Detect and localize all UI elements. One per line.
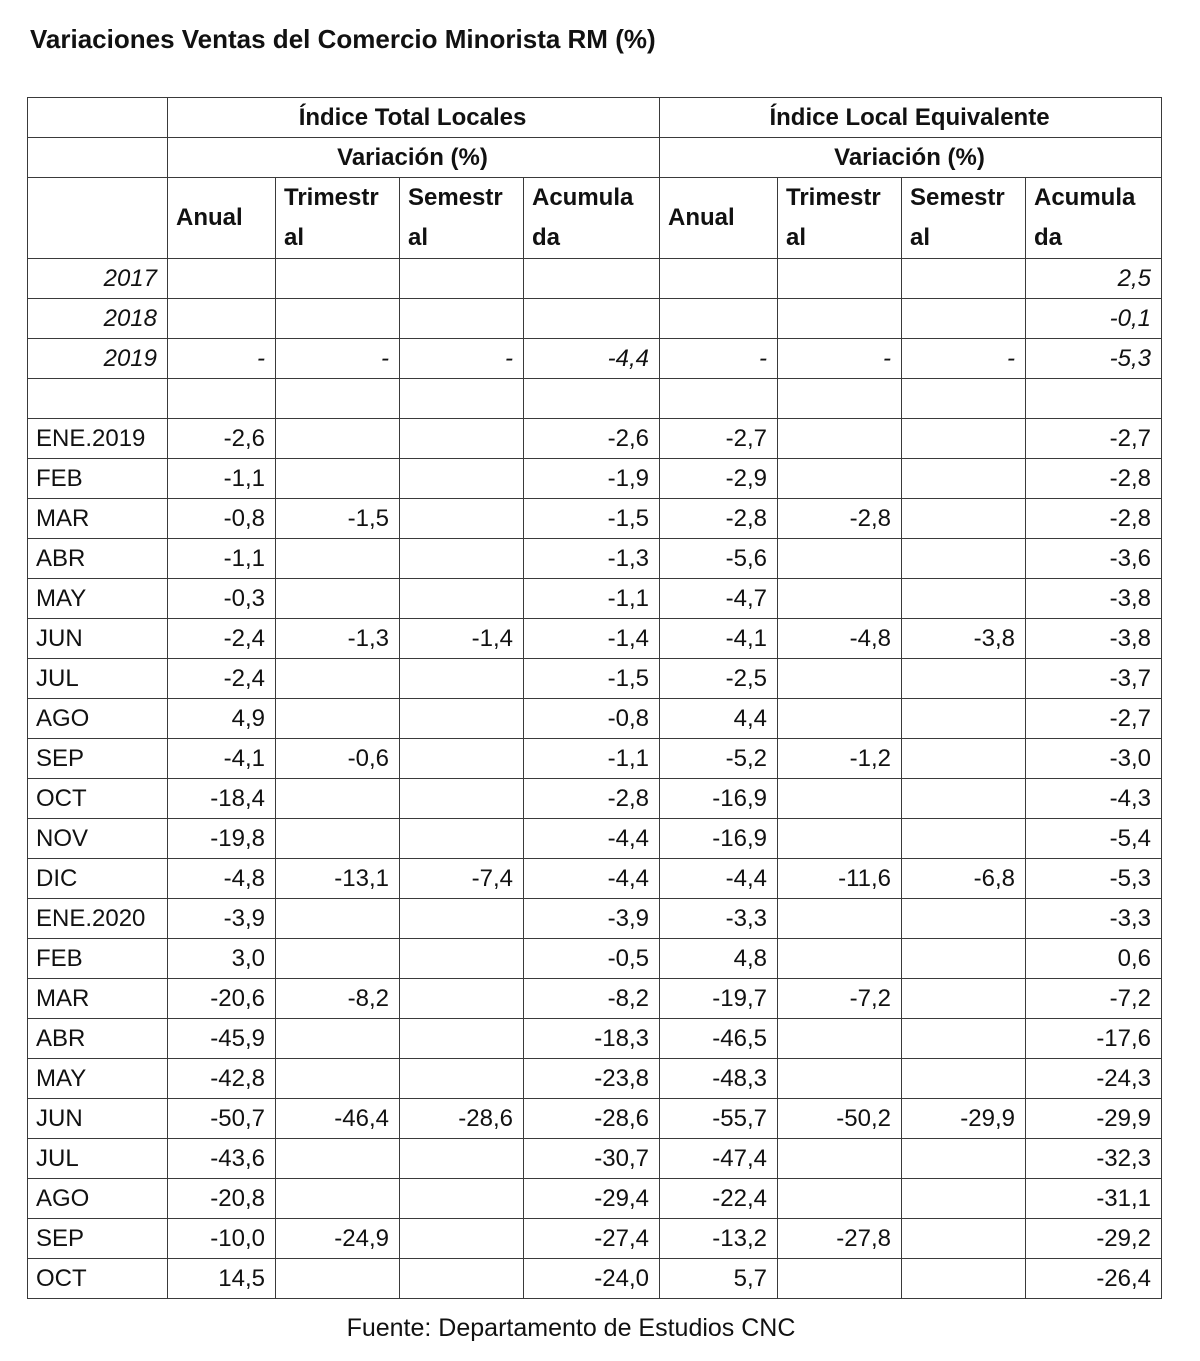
data-cell: [400, 1059, 524, 1099]
data-cell: [778, 299, 902, 339]
data-cell: -31,1: [1026, 1179, 1162, 1219]
data-cell: [902, 979, 1026, 1019]
data-cell: -0,3: [168, 579, 276, 619]
data-cell: -13,1: [276, 859, 400, 899]
data-cell: -3,3: [660, 899, 778, 939]
data-cell: -8,2: [524, 979, 660, 1019]
data-cell: -2,7: [1026, 699, 1162, 739]
row-label: MAR: [28, 499, 168, 539]
month-row: [28, 1219, 1162, 1259]
data-cell: [902, 659, 1026, 699]
data-cell: [276, 939, 400, 979]
data-cell: -16,9: [660, 819, 778, 859]
row-label: MAY: [28, 1059, 168, 1099]
data-cell: -3,6: [1026, 539, 1162, 579]
data-cell: [276, 1139, 400, 1179]
data-cell: -2,7: [660, 419, 778, 459]
data-cell: -11,6: [778, 859, 902, 899]
data-cell: -26,4: [1026, 1259, 1162, 1299]
data-cell: -7,2: [1026, 979, 1162, 1019]
data-cell: -55,7: [660, 1099, 778, 1139]
data-cell: [276, 419, 400, 459]
data-cell: [778, 659, 902, 699]
sales-variation-table: [27, 97, 1162, 1299]
data-cell: [902, 699, 1026, 739]
sub-header-row: [28, 138, 1162, 178]
data-cell: -29,9: [902, 1099, 1026, 1139]
data-cell: -48,3: [660, 1059, 778, 1099]
data-cell: -42,8: [168, 1059, 276, 1099]
data-cell: [400, 739, 524, 779]
data-cell: -6,8: [902, 859, 1026, 899]
data-cell: [400, 499, 524, 539]
data-cell: -4,4: [524, 339, 660, 379]
data-cell: -23,8: [524, 1059, 660, 1099]
data-cell: -19,7: [660, 979, 778, 1019]
table-title: Variaciones Ventas del Comercio Minorista RM (%): [30, 24, 656, 54]
data-cell: -2,9: [660, 459, 778, 499]
month-row: [28, 1179, 1162, 1219]
data-cell: 14,5: [168, 1259, 276, 1299]
data-cell: [902, 1059, 1026, 1099]
data-cell: [902, 379, 1026, 419]
data-cell: -4,8: [778, 619, 902, 659]
data-cell: [400, 379, 524, 419]
data-cell: -3,7: [1026, 659, 1162, 699]
column-header-line: Anual: [176, 204, 243, 231]
data-cell: -3,8: [1026, 619, 1162, 659]
data-cell: -2,8: [1026, 499, 1162, 539]
row-label: JUL: [28, 1139, 168, 1179]
data-cell: [400, 819, 524, 859]
data-cell: [168, 379, 276, 419]
month-row: [28, 579, 1162, 619]
data-cell: -3,8: [1026, 579, 1162, 619]
data-cell: [902, 539, 1026, 579]
data-cell: -3,3: [1026, 899, 1162, 939]
data-cell: [276, 579, 400, 619]
corner-cell: [28, 98, 168, 138]
data-cell: -: [778, 339, 902, 379]
data-cell: -20,6: [168, 979, 276, 1019]
spacer-row: [28, 379, 1162, 419]
data-cell: [778, 1139, 902, 1179]
data-cell: -16,9: [660, 779, 778, 819]
data-cell: [778, 1259, 902, 1299]
data-cell: -2,6: [524, 419, 660, 459]
data-cell: [524, 259, 660, 299]
data-cell: [902, 939, 1026, 979]
data-cell: [276, 779, 400, 819]
column-header-trimestral: [778, 178, 902, 259]
data-cell: -1,1: [168, 539, 276, 579]
data-cell: [778, 579, 902, 619]
month-row: [28, 979, 1162, 1019]
data-cell: -1,5: [524, 659, 660, 699]
month-row: [28, 1019, 1162, 1059]
row-label: MAY: [28, 579, 168, 619]
data-cell: -1,3: [524, 539, 660, 579]
data-cell: [778, 819, 902, 859]
data-cell: [400, 899, 524, 939]
data-cell: -1,1: [524, 579, 660, 619]
column-header-anual: [168, 178, 276, 259]
data-cell: -3,9: [524, 899, 660, 939]
data-cell: -47,4: [660, 1139, 778, 1179]
data-cell: -18,4: [168, 779, 276, 819]
data-cell: [276, 539, 400, 579]
data-cell: -1,4: [400, 619, 524, 659]
column-header-acumulada: [1026, 178, 1162, 259]
month-row: [28, 779, 1162, 819]
data-cell: [400, 1219, 524, 1259]
month-row: [28, 699, 1162, 739]
month-row: [28, 539, 1162, 579]
data-cell: -7,2: [778, 979, 902, 1019]
month-row: [28, 419, 1162, 459]
data-cell: -46,5: [660, 1019, 778, 1059]
data-cell: -4,1: [660, 619, 778, 659]
data-cell: 4,4: [660, 699, 778, 739]
data-cell: -5,4: [1026, 819, 1162, 859]
data-cell: -29,2: [1026, 1219, 1162, 1259]
data-cell: -27,8: [778, 1219, 902, 1259]
data-cell: [400, 659, 524, 699]
data-cell: [902, 1259, 1026, 1299]
data-cell: -0,6: [276, 739, 400, 779]
sub-header-local-equivalente: Variación (%): [660, 138, 1162, 178]
row-label: MAR: [28, 979, 168, 1019]
data-cell: [778, 899, 902, 939]
data-cell: -29,9: [1026, 1099, 1162, 1139]
data-cell: -2,4: [168, 619, 276, 659]
column-header-trimestral: [276, 178, 400, 259]
data-cell: [778, 459, 902, 499]
data-cell: -46,4: [276, 1099, 400, 1139]
year-row: [28, 259, 1162, 299]
column-header-line: Anual: [668, 204, 735, 231]
data-cell: [902, 259, 1026, 299]
data-cell: [400, 459, 524, 499]
data-cell: -5,6: [660, 539, 778, 579]
data-cell: [276, 1019, 400, 1059]
column-header-semestral: [400, 178, 524, 259]
data-cell: -4,4: [524, 819, 660, 859]
data-cell: [902, 299, 1026, 339]
data-cell: -32,3: [1026, 1139, 1162, 1179]
data-cell: [778, 259, 902, 299]
data-cell: 3,0: [168, 939, 276, 979]
data-cell: [400, 579, 524, 619]
data-cell: -2,8: [524, 779, 660, 819]
data-cell: -24,3: [1026, 1059, 1162, 1099]
row-label: FEB: [28, 459, 168, 499]
data-cell: [902, 1019, 1026, 1059]
data-cell: -3,8: [902, 619, 1026, 659]
data-cell: [276, 819, 400, 859]
row-label: JUL: [28, 659, 168, 699]
data-cell: -0,8: [524, 699, 660, 739]
data-cell: -0,8: [168, 499, 276, 539]
data-cell: [778, 1019, 902, 1059]
data-cell: [400, 779, 524, 819]
data-cell: [778, 699, 902, 739]
data-cell: -2,8: [1026, 459, 1162, 499]
data-cell: [276, 1179, 400, 1219]
data-cell: -5,3: [1026, 859, 1162, 899]
data-cell: [400, 1179, 524, 1219]
row-label: [28, 379, 168, 419]
data-cell: [168, 299, 276, 339]
data-cell: [400, 1259, 524, 1299]
data-cell: -4,4: [660, 859, 778, 899]
row-label: ENE.2020: [28, 899, 168, 939]
data-cell: 4,9: [168, 699, 276, 739]
row-label: 2019: [28, 339, 168, 379]
data-cell: [276, 379, 400, 419]
data-cell: [902, 499, 1026, 539]
group-header-local-equivalente: Índice Local Equivalente: [660, 98, 1162, 138]
data-cell: [778, 1059, 902, 1099]
corner-cell: [28, 178, 168, 259]
data-cell: -3,0: [1026, 739, 1162, 779]
data-cell: [400, 259, 524, 299]
data-cell: 5,7: [660, 1259, 778, 1299]
column-header-line: al: [910, 224, 931, 251]
month-row: [28, 739, 1162, 779]
data-cell: -20,8: [168, 1179, 276, 1219]
data-cell: [902, 1139, 1026, 1179]
row-label: AGO: [28, 699, 168, 739]
data-cell: 4,8: [660, 939, 778, 979]
data-cell: [276, 659, 400, 699]
data-cell: -50,7: [168, 1099, 276, 1139]
data-cell: [400, 1019, 524, 1059]
data-cell: [524, 379, 660, 419]
data-cell: -24,0: [524, 1259, 660, 1299]
data-cell: -: [276, 339, 400, 379]
data-cell: -30,7: [524, 1139, 660, 1179]
data-cell: -7,4: [400, 859, 524, 899]
data-cell: -24,9: [276, 1219, 400, 1259]
data-cell: 2,5: [1026, 259, 1162, 299]
month-row: [28, 1259, 1162, 1299]
row-label: SEP: [28, 739, 168, 779]
data-cell: -2,6: [168, 419, 276, 459]
month-row: [28, 1139, 1162, 1179]
column-header-line: al: [786, 224, 807, 251]
data-cell: [276, 1059, 400, 1099]
data-cell: -: [168, 339, 276, 379]
data-cell: -22,4: [660, 1179, 778, 1219]
month-row: [28, 899, 1162, 939]
source-note: Fuente: Departamento de Estudios CNC: [346, 1314, 796, 1342]
month-row: [28, 459, 1162, 499]
data-cell: -2,7: [1026, 419, 1162, 459]
data-cell: -5,2: [660, 739, 778, 779]
column-header-row: [28, 178, 1162, 259]
data-cell: [660, 379, 778, 419]
data-cell: -1,9: [524, 459, 660, 499]
data-cell: [276, 459, 400, 499]
column-header-line: da: [532, 224, 561, 251]
row-label: JUN: [28, 619, 168, 659]
data-cell: -2,5: [660, 659, 778, 699]
month-row: [28, 659, 1162, 699]
column-header-anual: [660, 178, 778, 259]
row-label: JUN: [28, 1099, 168, 1139]
data-cell: [276, 1259, 400, 1299]
data-cell: -45,9: [168, 1019, 276, 1059]
data-cell: [400, 539, 524, 579]
data-cell: [400, 939, 524, 979]
data-cell: -: [902, 339, 1026, 379]
data-cell: [778, 1179, 902, 1219]
data-cell: [902, 419, 1026, 459]
data-cell: -29,4: [524, 1179, 660, 1219]
data-cell: -19,8: [168, 819, 276, 859]
data-cell: [902, 899, 1026, 939]
row-label: FEB: [28, 939, 168, 979]
data-cell: -10,0: [168, 1219, 276, 1259]
data-cell: [400, 419, 524, 459]
data-cell: -1,4: [524, 619, 660, 659]
month-row: [28, 859, 1162, 899]
data-cell: -27,4: [524, 1219, 660, 1259]
data-cell: -4,1: [168, 739, 276, 779]
column-header-line: da: [1034, 224, 1063, 251]
month-row: [28, 619, 1162, 659]
column-header-line: Trimestr: [284, 184, 379, 211]
data-cell: -1,5: [524, 499, 660, 539]
row-label: AGO: [28, 1179, 168, 1219]
year-row: [28, 339, 1162, 379]
data-cell: -2,8: [660, 499, 778, 539]
month-row: [28, 939, 1162, 979]
data-cell: -4,3: [1026, 779, 1162, 819]
data-cell: -43,6: [168, 1139, 276, 1179]
data-cell: -1,5: [276, 499, 400, 539]
data-cell: [902, 1179, 1026, 1219]
data-cell: -: [400, 339, 524, 379]
data-cell: [1026, 379, 1162, 419]
data-cell: -1,1: [168, 459, 276, 499]
row-label: ENE.2019: [28, 419, 168, 459]
data-cell: [400, 699, 524, 739]
data-cell: -1,1: [524, 739, 660, 779]
row-label: ABR: [28, 539, 168, 579]
data-cell: [276, 899, 400, 939]
data-cell: -28,6: [524, 1099, 660, 1139]
month-row: [28, 1099, 1162, 1139]
year-row: [28, 299, 1162, 339]
column-header-line: Acumula: [532, 184, 634, 211]
row-label: DIC: [28, 859, 168, 899]
data-cell: -0,1: [1026, 299, 1162, 339]
data-cell: [660, 259, 778, 299]
data-cell: -2,8: [778, 499, 902, 539]
month-row: [28, 819, 1162, 859]
row-label: OCT: [28, 1259, 168, 1299]
corner-cell: [28, 138, 168, 178]
data-cell: -3,9: [168, 899, 276, 939]
column-header-line: Semestr: [408, 184, 503, 211]
data-cell: [168, 259, 276, 299]
column-header-line: Semestr: [910, 184, 1005, 211]
data-cell: [902, 579, 1026, 619]
data-cell: [902, 739, 1026, 779]
data-cell: -28,6: [400, 1099, 524, 1139]
data-cell: [778, 419, 902, 459]
row-label: NOV: [28, 819, 168, 859]
data-cell: 0,6: [1026, 939, 1162, 979]
sub-header-total-locales: Variación (%): [168, 138, 660, 178]
data-cell: [902, 819, 1026, 859]
data-cell: [902, 1219, 1026, 1259]
data-cell: -: [660, 339, 778, 379]
column-header-line: Acumula: [1034, 184, 1136, 211]
data-cell: -50,2: [778, 1099, 902, 1139]
data-cell: [660, 299, 778, 339]
data-cell: [276, 299, 400, 339]
data-cell: -4,7: [660, 579, 778, 619]
row-label: 2017: [28, 259, 168, 299]
data-cell: -5,3: [1026, 339, 1162, 379]
data-cell: [524, 299, 660, 339]
group-header-row: [28, 98, 1162, 138]
data-cell: -8,2: [276, 979, 400, 1019]
data-cell: [902, 459, 1026, 499]
data-cell: [902, 779, 1026, 819]
column-header-acumulada: [524, 178, 660, 259]
data-cell: [400, 979, 524, 1019]
data-cell: -0,5: [524, 939, 660, 979]
column-header-line: al: [284, 224, 305, 251]
group-header-total-locales: Índice Total Locales: [168, 98, 660, 138]
data-cell: -18,3: [524, 1019, 660, 1059]
row-label: OCT: [28, 779, 168, 819]
column-header-line: Trimestr: [786, 184, 881, 211]
data-cell: [276, 699, 400, 739]
data-cell: [778, 939, 902, 979]
data-cell: -13,2: [660, 1219, 778, 1259]
column-header-line: al: [408, 224, 429, 251]
column-header-semestral: [902, 178, 1026, 259]
data-cell: [778, 539, 902, 579]
data-cell: -1,3: [276, 619, 400, 659]
data-cell: [778, 779, 902, 819]
data-cell: -17,6: [1026, 1019, 1162, 1059]
data-cell: -1,2: [778, 739, 902, 779]
row-label: SEP: [28, 1219, 168, 1259]
row-label: 2018: [28, 299, 168, 339]
row-label: ABR: [28, 1019, 168, 1059]
month-row: [28, 499, 1162, 539]
data-cell: -4,8: [168, 859, 276, 899]
data-cell: [276, 259, 400, 299]
month-row: [28, 1059, 1162, 1099]
data-cell: [400, 1139, 524, 1179]
data-cell: [778, 379, 902, 419]
data-cell: [400, 299, 524, 339]
data-cell: -4,4: [524, 859, 660, 899]
data-cell: -2,4: [168, 659, 276, 699]
